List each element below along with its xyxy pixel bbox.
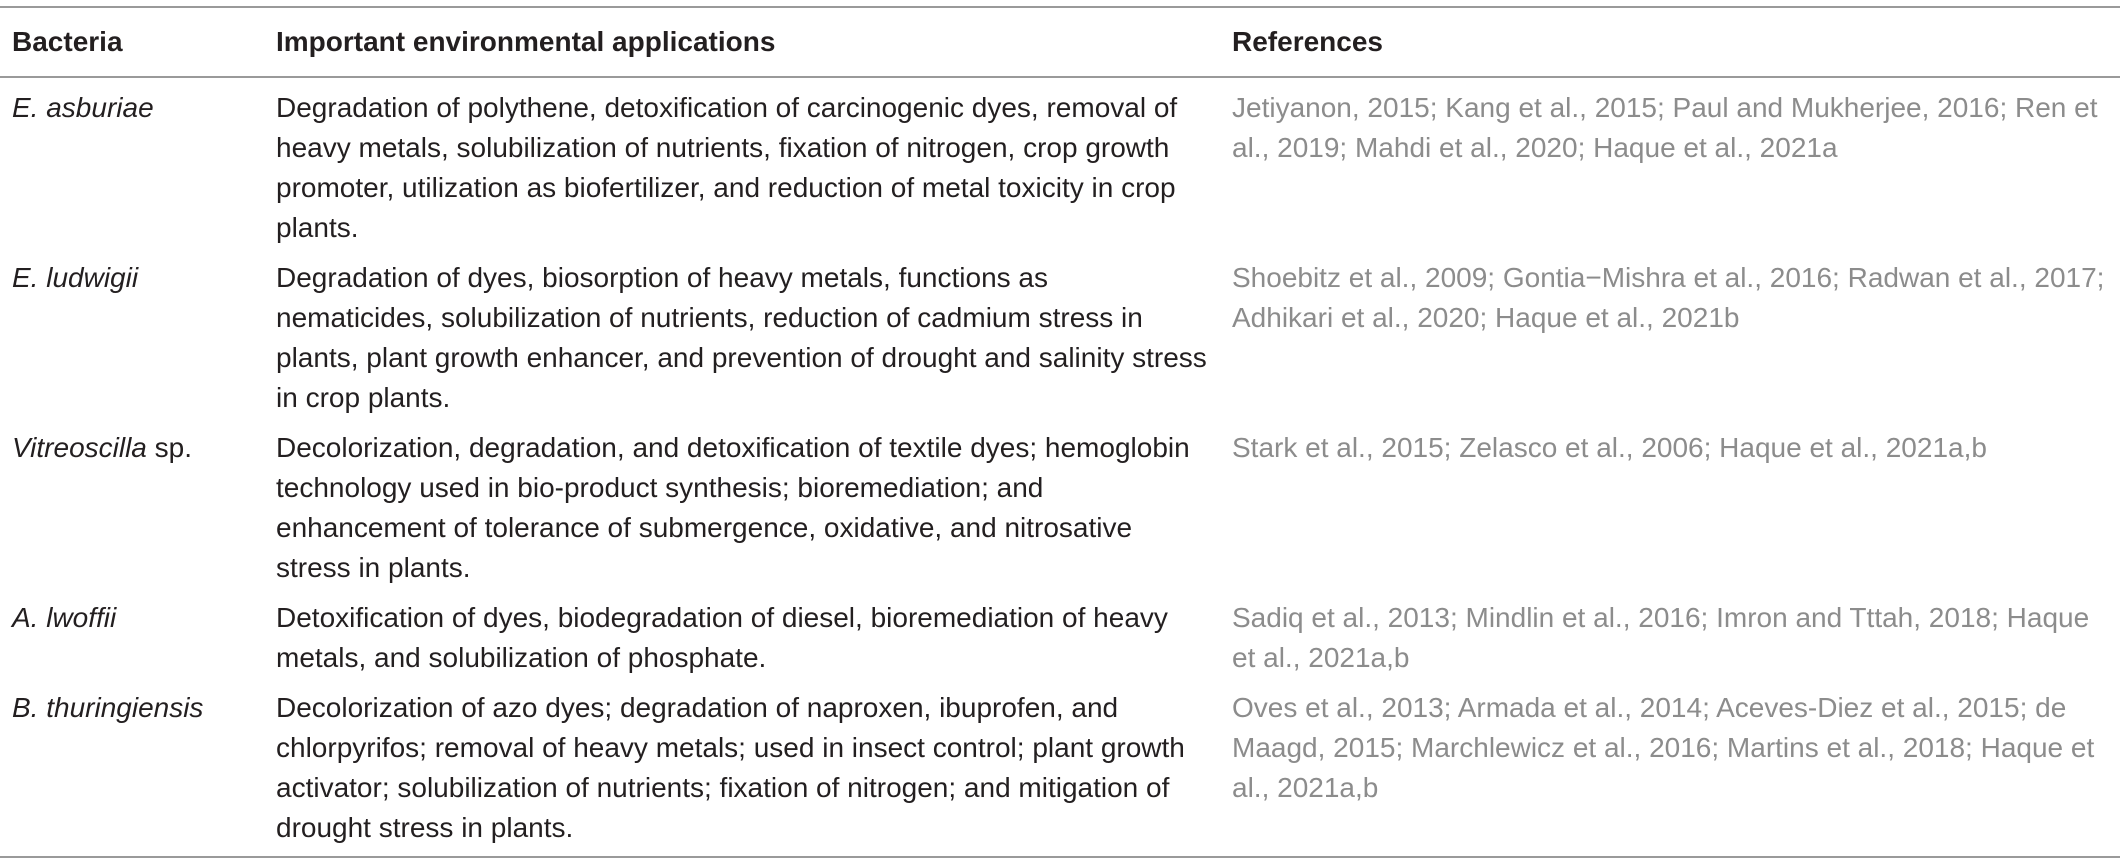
bacteria-name: E. ludwigii <box>12 262 139 293</box>
applications-cell: Detoxification of dyes, biodegradation of diesel, bioremediation of heavy metals, and solubilization of phosphate. <box>276 602 1168 673</box>
references-cell: Stark et al., 2015; Zelasco et al., 2006; Haque et al., 2021a,b <box>1232 432 1987 463</box>
bacteria-applications-table <box>0 6 2120 858</box>
bacteria-applications-table-container <box>0 6 2120 858</box>
bacteria-suffix: sp. <box>146 432 193 463</box>
table-row <box>0 77 2120 248</box>
bacteria-name: Vitreoscilla <box>12 432 147 463</box>
table-row <box>0 418 2120 588</box>
bacteria-name: A. lwoffii <box>12 602 117 633</box>
header-references: References <box>1232 26 1383 57</box>
table-body <box>0 77 2120 857</box>
references-cell: Shoebitz et al., 2009; Gontia−Mishra et al., 2016; Radwan et al., 2017; Adhikari et al., 2020; Haque et al., 2021b <box>1232 262 2105 333</box>
table-row <box>0 678 2120 857</box>
header-row <box>0 7 2120 77</box>
applications-cell: Decolorization of azo dyes; degradation of naproxen, ibuprofen, and chlorpyrifos; removal of heavy metals; used in insect control; plant growth activator; solubilization of nutrients; fixation of nitrogen; and mitigation of drought stress in plants. <box>276 692 1185 843</box>
applications-cell: Degradation of polythene, detoxification of carcinogenic dyes, removal of heavy metals, solubilization of nutrients, fixation of nitrogen, crop growth promoter, utilization as biofertilizer, and reduction of metal toxicity in crop plants. <box>276 92 1178 243</box>
bacteria-cell <box>0 678 264 857</box>
header-bacteria: Bacteria <box>12 26 123 57</box>
bacteria-cell <box>0 77 264 248</box>
references-cell: Jetiyanon, 2015; Kang et al., 2015; Paul and Mukherjee, 2016; Ren et al., 2019; Mahdi et al., 2020; Haque et al., 2021a <box>1232 92 2098 163</box>
applications-cell: Decolorization, degradation, and detoxification of textile dyes; hemoglobin technology used in bio-product synthesis; bioremediation; and enhancement of tolerance of submergence, oxidative, and nitrosative stress in plants. <box>276 432 1190 583</box>
header-applications: Important environmental applications <box>276 26 776 57</box>
bacteria-name: B. thuringiensis <box>12 692 204 723</box>
applications-cell: Degradation of dyes, biosorption of heavy metals, functions as nematicides, solubilization of nutrients, reduction of cadmium stress in plants, plant growth enhancer, and prevention of drought and salinity stress in crop plants. <box>276 262 1207 413</box>
table-header <box>0 7 2120 77</box>
bacteria-cell <box>0 418 264 588</box>
table-row <box>0 588 2120 678</box>
references-cell: Oves et al., 2013; Armada et al., 2014; Aceves-Diez et al., 2015; de Maagd, 2015; Marchlewicz et al., 2016; Martins et al., 2018; Haque et al., 2021a,b <box>1232 692 2095 803</box>
references-cell: Sadiq et al., 2013; Mindlin et al., 2016; Imron and Tttah, 2018; Haque et al., 2021a,b <box>1232 602 2090 673</box>
table-row <box>0 248 2120 418</box>
bacteria-cell <box>0 588 264 678</box>
bacteria-cell <box>0 248 264 418</box>
bacteria-name: E. asburiae <box>12 92 154 123</box>
